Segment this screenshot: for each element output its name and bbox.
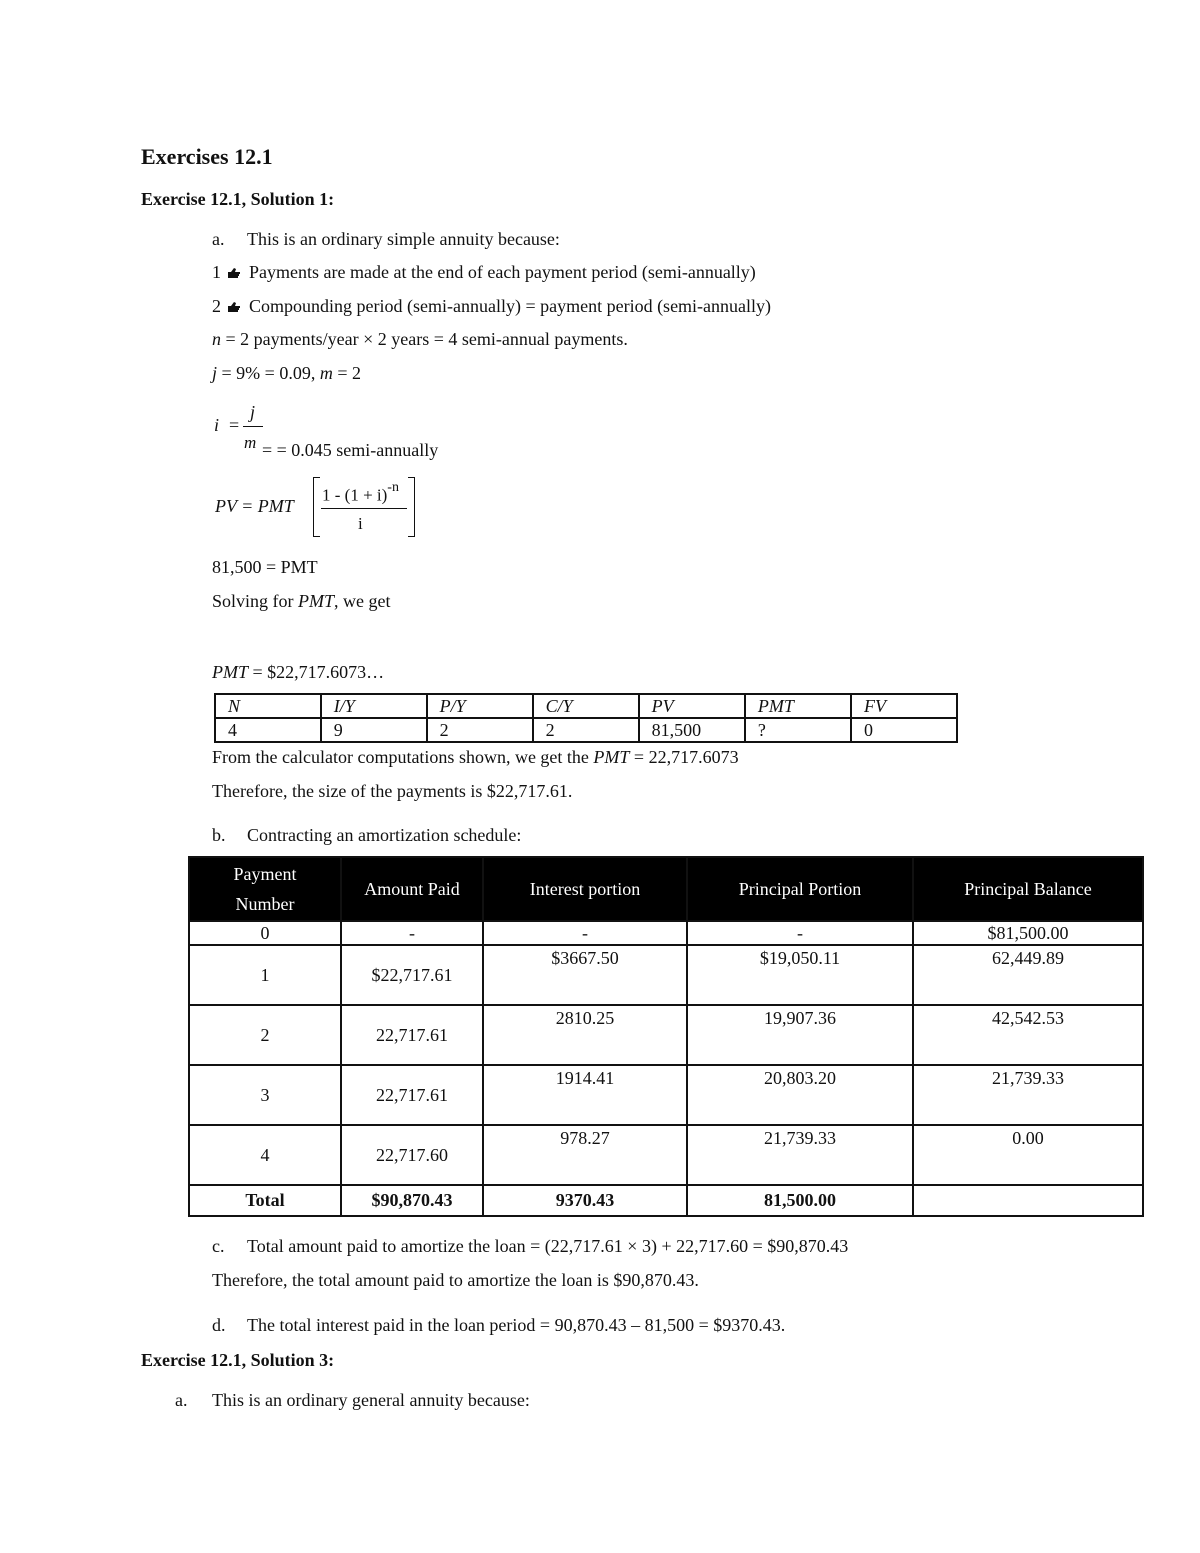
cell-principal: 20,803.20 — [687, 1065, 913, 1125]
header-amount-paid: Amount Paid — [341, 857, 483, 921]
pmt-value: = $22,717.6073… — [248, 662, 385, 682]
calc-header-n: N — [215, 694, 321, 718]
calc-value-cy: 2 — [533, 718, 639, 742]
part-b-text: Contracting an amortization schedule: — [247, 825, 522, 845]
n-variable: n — [212, 329, 221, 349]
cell-amount-paid: 22,717.60 — [341, 1125, 483, 1185]
fraction-bar — [243, 426, 263, 427]
total-label: Total — [189, 1185, 341, 1216]
part-d-text: The total interest paid in the loan period = 90,870.43 – 81,500 = $9370.43. — [247, 1315, 786, 1335]
calc-header-cy: C/Y — [533, 694, 639, 718]
cell-interest: 1914.41 — [483, 1065, 687, 1125]
total-principal: 81,500.00 — [687, 1185, 913, 1216]
part-a-text: This is an ordinary simple annuity because: — [247, 229, 560, 249]
part-c-therefore: Therefore, the total amount paid to amortize the loan is $90,870.43. — [212, 1270, 699, 1290]
calculator-table — [214, 693, 958, 743]
fraction-denominator: m — [244, 433, 257, 452]
cell-principal: 21,739.33 — [687, 1125, 913, 1185]
pv-formula-left: PV = PMT — [215, 496, 294, 516]
solving-for — [212, 592, 391, 610]
cell-interest: $3667.50 — [483, 945, 687, 1005]
cell-principal: 19,907.36 — [687, 1005, 913, 1065]
cell-payment-number: 3 — [189, 1065, 341, 1125]
calc-value-fv: 0 — [851, 718, 957, 742]
from-calc-prefix: From the calculator computations shown, we get the — [212, 747, 594, 767]
hand-pointer-icon — [227, 267, 241, 279]
calc-value-py: 2 — [427, 718, 533, 742]
cell-payment-number: 1 — [189, 945, 341, 1005]
calc-value-pmt: ? — [745, 718, 851, 742]
part-c-text: Total amount paid to amortize the loan = (22,717.61 × 3) + 22,717.60 = $90,870.43 — [247, 1236, 849, 1256]
i-result: = = 0.045 semi-annually — [262, 440, 439, 460]
cell-payment-number: 2 — [189, 1005, 341, 1065]
pv-denominator: i — [358, 514, 363, 533]
total-row — [189, 1185, 1143, 1216]
therefore-size: Therefore, the size of the payments is $22,717.61. — [212, 781, 573, 801]
pv-exponent: -n — [387, 480, 399, 495]
pv-fraction-bar — [321, 508, 407, 509]
pmt-variable: PMT — [212, 662, 248, 682]
reason-2-number: 2 — [212, 296, 221, 316]
cell-balance: $81,500.00 — [913, 921, 1143, 945]
total-balance — [913, 1185, 1143, 1216]
cell-principal: - — [687, 921, 913, 945]
pmt-result — [212, 663, 384, 681]
i-variable: i — [214, 415, 220, 435]
calc-value-iy: 9 — [321, 718, 427, 742]
solution-3-heading: Exercise 12.1, Solution 3: — [141, 1350, 335, 1370]
right-bracket — [408, 477, 415, 537]
header-number-label: Number — [235, 894, 295, 914]
cell-payment-number: 0 — [189, 921, 341, 945]
left-bracket — [313, 477, 320, 537]
table-row — [189, 1065, 1143, 1125]
cell-interest: 978.27 — [483, 1125, 687, 1185]
from-calc-variable: PMT — [593, 747, 630, 767]
calculator-header-row — [215, 694, 957, 718]
header-interest-portion: Interest portion — [483, 857, 687, 921]
part-a-marker: a. — [212, 229, 225, 249]
m-variable: m — [319, 363, 333, 383]
reason-1-number: 1 — [212, 262, 221, 282]
cell-balance: 62,449.89 — [913, 945, 1143, 1005]
cell-balance: 42,542.53 — [913, 1005, 1143, 1065]
m-equation-text: = 2 — [332, 363, 361, 383]
calc-value-pv: 81,500 — [639, 718, 745, 742]
pv-numerator-text: 1 - (1 + i) — [322, 485, 388, 505]
cell-amount-paid: 22,717.61 — [341, 1005, 483, 1065]
hand-pointer-icon — [227, 301, 241, 313]
cell-amount-paid: - — [341, 921, 483, 945]
solving-suffix: , we get — [334, 591, 391, 611]
n-equation-text: = 2 payments/year × 2 years = 4 semi-annual payments. — [221, 329, 628, 349]
pv-numerator — [322, 480, 399, 505]
cell-amount-paid: $22,717.61 — [341, 945, 483, 1005]
calc-header-pv: PV — [639, 694, 745, 718]
j-variable: j — [212, 363, 218, 383]
calculator-value-row — [215, 718, 957, 742]
reason-2 — [212, 297, 771, 315]
header-principal-portion: Principal Portion — [687, 857, 913, 921]
i-equals-sign: = — [229, 415, 240, 435]
table-row — [189, 1005, 1143, 1065]
from-calc-suffix: = 22,717.6073 — [629, 747, 739, 767]
table-row — [189, 1125, 1143, 1185]
cell-payment-number: 4 — [189, 1125, 341, 1185]
part-d-marker: d. — [212, 1315, 226, 1335]
reason-2-text: Compounding period (semi-annually) = payment period (semi-annually) — [249, 296, 772, 316]
cell-interest: - — [483, 921, 687, 945]
fraction-numerator: j — [250, 402, 256, 422]
part-b-marker: b. — [212, 825, 226, 845]
cell-amount-paid: 22,717.61 — [341, 1065, 483, 1125]
j-equation-text: = 9% = 0.09, — [217, 363, 320, 383]
header-payment-label: Payment — [233, 864, 297, 884]
part-c-marker: c. — [212, 1236, 225, 1256]
solution-1-heading: Exercise 12.1, Solution 1: — [141, 189, 335, 209]
solution-3-a-marker: a. — [175, 1390, 188, 1410]
calc-header-fv: FV — [851, 694, 957, 718]
reason-1 — [212, 263, 756, 281]
header-principal-balance: Principal Balance — [913, 857, 1143, 921]
amortization-header-row — [189, 857, 1143, 921]
cell-principal: $19,050.11 — [687, 945, 913, 1005]
page-title: Exercises 12.1 — [141, 144, 273, 169]
solution-3-a-text: This is an ordinary general annuity because: — [212, 1390, 530, 1410]
table-row — [189, 945, 1143, 1005]
table-row — [189, 921, 1143, 945]
header-payment-number — [189, 857, 341, 921]
reason-1-text: Payments are made at the end of each payment period (semi-annually) — [249, 262, 756, 282]
solving-variable: PMT — [298, 591, 335, 611]
cell-interest: 2810.25 — [483, 1005, 687, 1065]
amortization-table — [188, 856, 1144, 1217]
calc-header-py: P/Y — [427, 694, 533, 718]
solving-prefix: Solving for — [212, 591, 299, 611]
n-equation — [212, 330, 628, 348]
total-amount-paid: $90,870.43 — [341, 1185, 483, 1216]
calc-header-iy: I/Y — [321, 694, 427, 718]
total-interest: 9370.43 — [483, 1185, 687, 1216]
cell-balance: 21,739.33 — [913, 1065, 1143, 1125]
cell-balance: 0.00 — [913, 1125, 1143, 1185]
calc-header-pmt: PMT — [745, 694, 851, 718]
j-equation — [212, 364, 361, 382]
eq-81500: 81,500 = PMT — [212, 557, 318, 577]
from-calc — [212, 748, 739, 766]
calc-value-n: 4 — [215, 718, 321, 742]
